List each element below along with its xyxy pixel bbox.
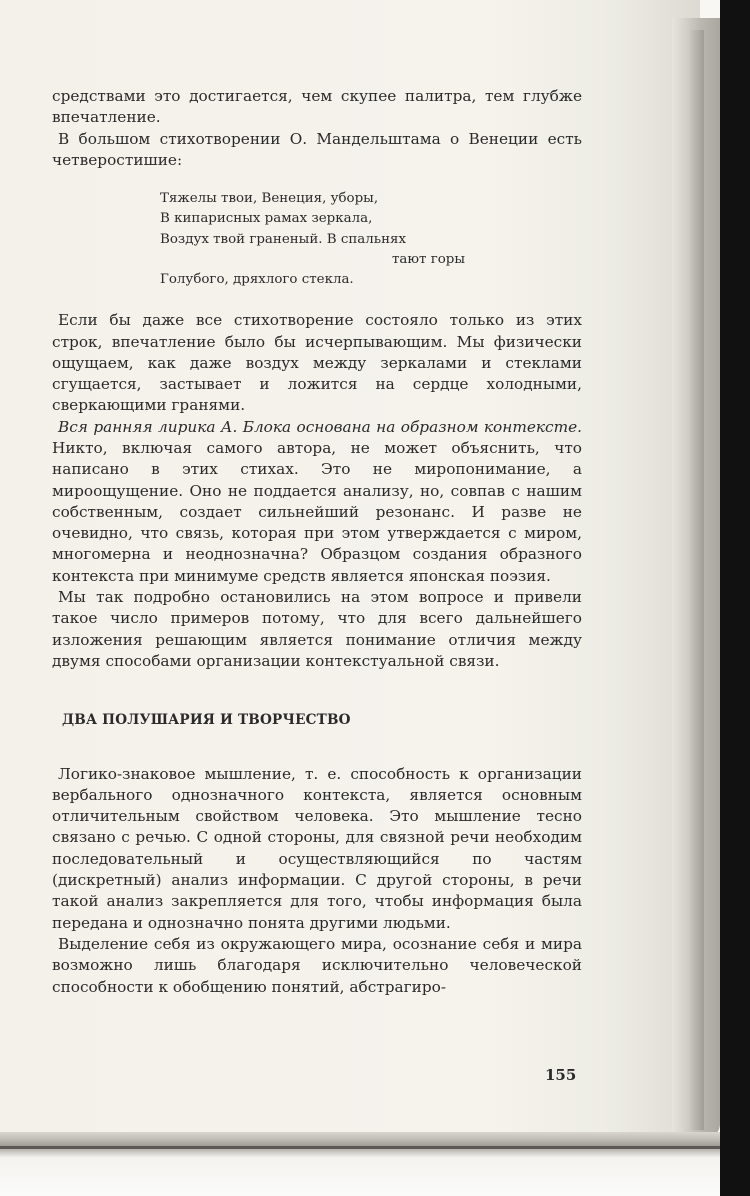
poem-line-4: Голубого, дряхлого стекла. bbox=[160, 272, 354, 287]
book-binding-edge bbox=[720, 0, 750, 1196]
section-heading: ДВА ПОЛУШАРИЯ И ТВОРЧЕСТВО bbox=[62, 712, 351, 729]
poem-line-2: В кипарисных рамах зеркала, bbox=[160, 211, 373, 227]
bottom-edge-line bbox=[0, 1146, 720, 1149]
page-number: 155 bbox=[545, 1066, 577, 1084]
paragraph-logic: Логико-знаковое мышление, т. е. способность к организации вербального однозначного контекста, является основным отличительным свойством человека. Это мышление тесно связано с речью. С одной стороны, для связной речи необходим последовательный и осуществляющийся по частям (дискретный) анализ информации. С другой стороны, в речи такой анализ закрепляется для того, чтобы информация была передана и однозначно понята другими людьми. bbox=[52, 764, 582, 932]
paragraph-blok-rest: Никто, включая самого автора, не может объяснить, что написано в этих стихах. Это не миропонимание, а мироощущение. Оно не поддается анализу, но, совпав с нашим собственным, создает сильнейший резонанс. И разве не очевидно, что связь, которая при этом утверждается с миром, многомерна и неоднозначна? Образцом создания образного контекста при минимуме средств является японская поэзия. bbox=[52, 438, 582, 585]
page-curl bbox=[690, 30, 704, 1130]
paragraph-continuation: средствами это достигается, чем скупее палитра, тем глубже впечатление. bbox=[52, 87, 582, 127]
page-text bbox=[52, 86, 582, 998]
paragraph-after-poem: Если бы даже все стихотворение состояло только из этих строк, впечатление было бы исчерпывающим. Мы физически ощущаем, как даже воздух между зеркалами и стеклами сгущается, застывает и ложится на сердце холодными, сверкающими гранями. bbox=[52, 311, 582, 415]
paragraph-examples: Мы так подробно остановились на этом вопросе и привели такое число примеров потому, что для всего дальнейшего изложения решающим является понимание отличия между двумя способами организации контекстуальной связи. bbox=[52, 588, 582, 670]
poem-line-3-runover: тают горы bbox=[392, 251, 466, 267]
poem-line-3: Воздух твой граненый. В спальнях bbox=[160, 231, 406, 247]
paragraph-mandelstam-intro: В большом стихотворении О. Мандельштама о Венеции есть четверостишие: bbox=[52, 129, 582, 169]
bottom-shadow bbox=[0, 1132, 720, 1196]
poem-line-1: Тяжелы твои, Венеция, уборы, bbox=[160, 191, 379, 207]
paragraph-blok bbox=[52, 417, 582, 587]
poem-quatrain bbox=[160, 189, 582, 290]
paragraph-self: Выделение себя из окружающего мира, осознание себя и мира возможно лишь благодаря исключительно человеческой способности к обобщению понятий, абстрагиро- bbox=[52, 934, 582, 996]
italic-phrase-blok: Вся ранняя лирика А. Блока основана на образном контексте. bbox=[58, 417, 582, 436]
